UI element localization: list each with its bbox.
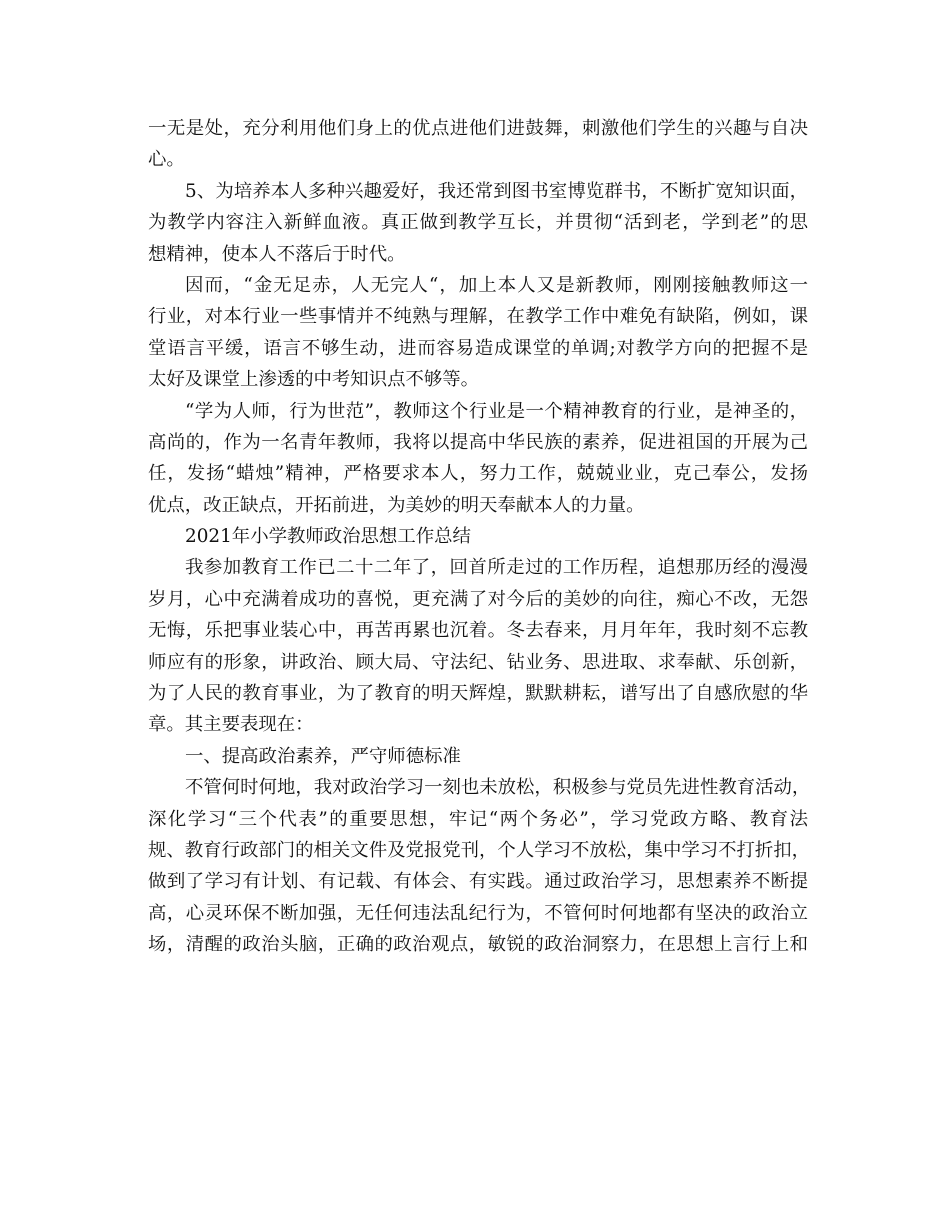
text-line: 2021年小学教师政治思想工作总结 [185, 526, 471, 548]
text-line: 为了人民的教育事业，为了教育的明天辉煌，默默耕耘，谱写出了自感欣慰的华 [148, 683, 808, 705]
text-line: 一无是处，充分利用他们身上的优点进他们进鼓舞，刺激他们学生的兴趣与自决 [148, 118, 808, 139]
text-line: 章。其主要表现在： [148, 714, 314, 736]
text-line: 5、为培养本人多种兴趣爱好，我还常到图书室博览群书，不断扩宽知识面， [185, 180, 808, 202]
text-line: 做到了学习有计划、有记载、有体会、有实践。通过政治学习，思想素养不断提 [148, 871, 808, 893]
text-line: 想精神，使本人不落后于时代。 [148, 243, 406, 265]
text-line: 师应有的形象，讲政治、顾大局、守法纪、钻业务、思进取、求奉献、乐创新， [148, 651, 808, 673]
text-line: 为教学内容注入新鲜血液。真正做到教学互长，并贯彻“活到老，学到老”的思 [148, 212, 808, 234]
text-line: 深化学习“三个代表”的重要思想，牢记“两个务必”，学习党政方略、教育法 [148, 808, 808, 830]
text-line: 优点，改正缺点，开拓前进，为美妙的明天奉献本人的力量。 [148, 494, 645, 516]
text-line: 无悔，乐把事业装心中，再苦再累也沉着。冬去春来，月月年年，我时刻不忘教 [148, 620, 808, 642]
text-line: 心。 [148, 149, 185, 171]
text-line: 因而，“金无足赤，人无完人“，加上本人又是新教师，刚刚接触教师这一 [185, 274, 808, 296]
text-line: 高，心灵环保不断加强，无任何违法乱纪行为，不管何时何地都有坚决的政治立 [148, 902, 808, 924]
text-line: 太好及课堂上渗透的中考知识点不够等。 [148, 369, 480, 391]
text-line: 行业，对本行业一些事情并不纯熟与理解，在教学工作中难免有缺陷，例如，课 [148, 306, 808, 328]
text-line: 任，发扬“蜡烛”精神，严格要求本人，努力工作，兢兢业业，克己奉公，发扬 [148, 463, 808, 485]
text-line: 场，清醒的政治头脑，正确的政治观点，敏锐的政治洞察力，在思想上言行上和 [148, 934, 808, 956]
text-line: 我参加教育工作已二十二年了，回首所走过的工作历程，追想那历经的漫漫 [185, 557, 808, 579]
text-line: 一、提高政治素养，严守师德标准 [185, 745, 461, 767]
text-line: 岁月，心中充满着成功的喜悦，更充满了对今后的美妙的向往，痴心不改，无怨 [148, 588, 808, 610]
document-body [148, 113, 811, 961]
text-line: 不管何时何地，我对政治学习一刻也未放松，积极参与党员先进性教育活动， [185, 777, 811, 799]
text-line: 规、教育行政部门的相关文件及党报党刊，个人学习不放松，集中学习不打折扣， [148, 839, 811, 861]
text-line: “学为人师，行为世范”，教师这个行业是一个精神教育的行业，是神圣的， [185, 400, 808, 422]
text-line: 高尚的，作为一名青年教师，我将以提高中华民族的素养，促进祖国的开展为己 [148, 431, 808, 453]
text-line: 堂语言平缓，语言不够生动，进而容易造成课堂的单调;对教学方向的把握不是 [148, 337, 808, 359]
